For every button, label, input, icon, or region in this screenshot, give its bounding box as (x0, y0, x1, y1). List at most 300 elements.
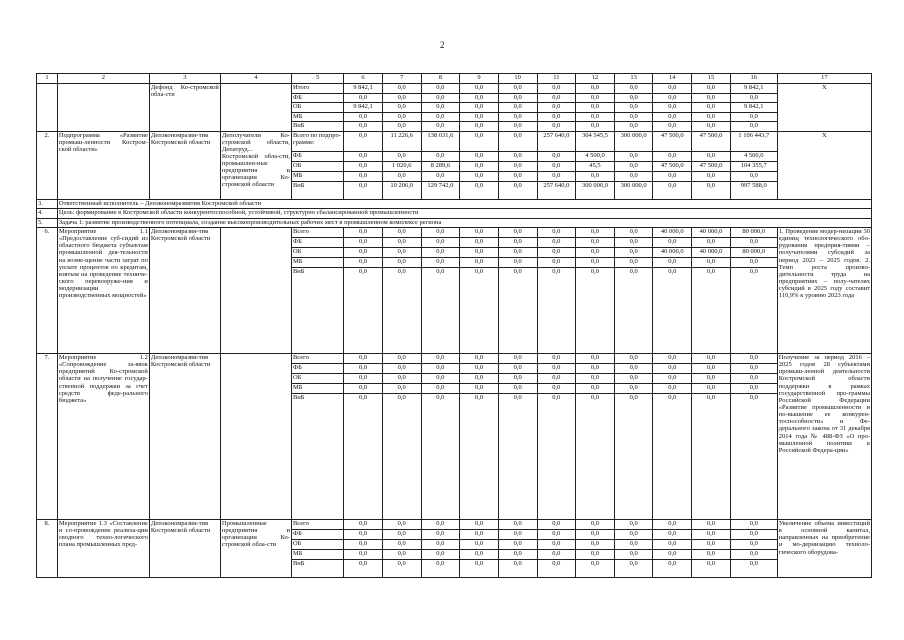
table-body (37, 74, 872, 578)
responsible-executor-cell: Депэкономразви-тия Костромской области (149, 131, 220, 199)
amount-cell: 0,0 (382, 248, 421, 258)
amount-cell: 0,0 (344, 530, 383, 540)
amount-cell: 0,0 (460, 540, 499, 550)
amount-cell: 0,0 (653, 520, 692, 530)
amount-cell: 0,0 (692, 374, 731, 384)
amount-cell: 0,0 (344, 394, 383, 520)
participants-cell (220, 228, 291, 354)
amount-cell: 0,0 (421, 530, 460, 540)
amount-cell: 0,0 (382, 171, 421, 181)
amount-cell: 0,0 (537, 364, 576, 374)
amount-cell: 0,0 (537, 540, 576, 550)
amount-cell: 0,0 (460, 171, 499, 181)
amount-cell: 0,0 (576, 258, 615, 268)
amount-cell: 0,0 (576, 228, 615, 238)
amount-cell: 4 500,0 (730, 151, 777, 161)
amount-cell: 0,0 (614, 151, 653, 161)
amount-cell: 0,0 (537, 248, 576, 258)
amount-cell: 0,0 (614, 228, 653, 238)
amount-cell: 0,0 (576, 560, 615, 578)
amount-cell: 0,0 (460, 84, 499, 94)
amount-cell: 0,0 (460, 161, 499, 171)
amount-cell: 0,0 (421, 394, 460, 520)
column-number-cell: 6 (344, 74, 383, 84)
amount-cell: 0,0 (498, 258, 537, 268)
amount-cell: 0,0 (692, 84, 731, 94)
funding-source-cell: ОБ (291, 161, 343, 171)
funding-source-cell: ФБ (291, 151, 343, 161)
amount-cell: 0,0 (537, 268, 576, 354)
program-name-cell (57, 84, 149, 132)
amount-cell: 0,0 (382, 122, 421, 132)
column-number-cell: 10 (498, 74, 537, 84)
amount-cell: 0,0 (692, 364, 731, 374)
amount-cell: 0,0 (730, 374, 777, 384)
amount-cell: 0,0 (537, 171, 576, 181)
amount-cell: 0,0 (421, 228, 460, 238)
amount-cell: 0,0 (730, 112, 777, 122)
amount-cell: 0,0 (614, 112, 653, 122)
amount-cell: 0,0 (498, 122, 537, 132)
amount-cell: 0,0 (382, 84, 421, 94)
amount-cell: 0,0 (692, 560, 731, 578)
section-text-cell: Цель: формирование в Костромской области конкурентоспособной, устойчивой, структурно сбалансированной промышленности (57, 209, 871, 219)
participants-cell: Промышленные предприятия и организации Ко-стромской обла-сти (220, 520, 291, 578)
amount-cell: 0,0 (498, 238, 537, 248)
amount-cell: 0,0 (614, 354, 653, 364)
column-number-cell: 7 (382, 74, 421, 84)
amount-cell: 0,0 (653, 374, 692, 384)
amount-cell: 9 842,1 (730, 84, 777, 94)
amount-cell: 0,0 (730, 122, 777, 132)
amount-cell: 0,0 (344, 161, 383, 171)
amount-cell: 0,0 (421, 354, 460, 364)
amount-cell: 0,0 (460, 122, 499, 132)
amount-cell: 0,0 (614, 248, 653, 258)
amount-cell: 0,0 (344, 364, 383, 374)
amount-cell: 0,0 (576, 374, 615, 384)
amount-cell: 0,0 (730, 384, 777, 394)
amount-cell: 0,0 (344, 112, 383, 122)
amount-cell: 0,0 (498, 248, 537, 258)
amount-cell: 0,0 (692, 181, 731, 199)
amount-cell: 0,0 (614, 364, 653, 374)
amount-cell: 0,0 (460, 530, 499, 540)
amount-cell: 0,0 (653, 181, 692, 199)
amount-cell: 0,0 (653, 268, 692, 354)
column-number-cell: 11 (537, 74, 576, 84)
expected-result-cell: X (777, 84, 871, 132)
funding-source-cell: ФБ (291, 93, 343, 103)
funding-source-cell: ФБ (291, 530, 343, 540)
amount-cell: 45,5 (576, 161, 615, 171)
amount-cell: 0,0 (576, 103, 615, 113)
amount-cell: 0,0 (692, 238, 731, 248)
amount-cell: 0,0 (653, 122, 692, 132)
amount-cell: 0,0 (576, 394, 615, 520)
amount-cell: 0,0 (576, 238, 615, 248)
amount-cell: 257 640,0 (537, 181, 576, 199)
amount-cell: 0,0 (614, 550, 653, 560)
amount-cell: 0,0 (537, 560, 576, 578)
amount-cell: 0,0 (614, 171, 653, 181)
funding-source-cell: МБ (291, 258, 343, 268)
amount-cell: 129 742,0 (421, 181, 460, 199)
section-row (37, 209, 872, 219)
amount-cell: 0,0 (382, 394, 421, 520)
amount-cell: 0,0 (537, 103, 576, 113)
amount-cell: 0,0 (653, 354, 692, 364)
amount-cell: 0,0 (730, 550, 777, 560)
program-name-cell: Подпрограмма «Развитие промыш-ленности Костром-ской области» (57, 131, 149, 199)
amount-cell: 0,0 (537, 520, 576, 530)
amount-cell: 304 545,5 (576, 131, 615, 151)
amount-cell: 0,0 (730, 394, 777, 520)
funding-source-cell: МБ (291, 384, 343, 394)
funding-source-cell: ОБ (291, 540, 343, 550)
amount-cell: 0,0 (460, 238, 499, 248)
amount-cell: 0,0 (576, 268, 615, 354)
amount-cell: 0,0 (730, 258, 777, 268)
amount-cell: 0,0 (692, 384, 731, 394)
expected-result-cell: Увеличение объема инвестиций в основной капитал, направленных на приобретение и мо-дернизацию техноло-гического оборудова- (777, 520, 871, 578)
amount-cell: 0,0 (498, 374, 537, 384)
participants-cell: Деполучатели Ко-стромской области, Депатруд... Костромской обла-сти, промышлен-ные предприятия и организации Ко-стромской области (220, 131, 291, 199)
amount-cell: 4 500,0 (576, 151, 615, 161)
amount-cell: 997 588,0 (730, 181, 777, 199)
amount-cell: 0,0 (421, 171, 460, 181)
amount-cell: 0,0 (730, 171, 777, 181)
amount-cell: 40 000,0 (653, 248, 692, 258)
amount-cell: 0,0 (614, 84, 653, 94)
column-number-cell: 3 (149, 74, 220, 84)
amount-cell: 0,0 (692, 171, 731, 181)
amount-cell: 11 226,6 (382, 131, 421, 151)
amount-cell: 0,0 (460, 384, 499, 394)
amount-cell: 0,0 (344, 181, 383, 199)
amount-cell: 0,0 (421, 550, 460, 560)
responsible-executor-cell: Депэкономразви-тия Костромской области (149, 354, 220, 520)
amount-cell: 0,0 (576, 122, 615, 132)
column-number-cell: 15 (692, 74, 731, 84)
amount-cell: 0,0 (498, 228, 537, 238)
table-row (37, 131, 872, 151)
amount-cell: 0,0 (460, 228, 499, 238)
amount-cell: 0,0 (537, 161, 576, 171)
amount-cell: 0,0 (344, 374, 383, 384)
amount-cell: 47 500,0 (653, 131, 692, 151)
amount-cell: 0,0 (460, 181, 499, 199)
amount-cell: 0,0 (344, 131, 383, 151)
amount-cell: 40 000,0 (653, 228, 692, 238)
amount-cell: 0,0 (537, 238, 576, 248)
amount-cell: 0,0 (382, 93, 421, 103)
budget-table-wrapper (36, 73, 872, 578)
amount-cell: 0,0 (421, 103, 460, 113)
amount-cell: 0,0 (537, 374, 576, 384)
funding-source-cell: МБ (291, 112, 343, 122)
amount-cell: 0,0 (460, 131, 499, 151)
row-number-cell: 6. (37, 228, 58, 354)
amount-cell: 0,0 (382, 540, 421, 550)
amount-cell: 300 000,0 (614, 181, 653, 199)
amount-cell: 0,0 (498, 354, 537, 364)
participants-cell (220, 354, 291, 520)
amount-cell: 47 500,0 (692, 161, 731, 171)
funding-source-cell: МБ (291, 171, 343, 181)
amount-cell: 0,0 (614, 268, 653, 354)
amount-cell: 0,0 (692, 258, 731, 268)
amount-cell: 47 500,0 (692, 131, 731, 151)
amount-cell: 80 000,0 (730, 228, 777, 238)
amount-cell: 0,0 (576, 550, 615, 560)
amount-cell: 0,0 (537, 112, 576, 122)
amount-cell: 0,0 (382, 354, 421, 364)
amount-cell: 0,0 (421, 364, 460, 374)
amount-cell: 0,0 (498, 103, 537, 113)
amount-cell: 0,0 (614, 258, 653, 268)
row-number-cell: 8. (37, 520, 58, 578)
participants-cell (220, 84, 291, 132)
amount-cell: 0,0 (692, 394, 731, 520)
row-number-cell: 7. (37, 354, 58, 520)
amount-cell: 0,0 (344, 151, 383, 161)
amount-cell: 0,0 (382, 374, 421, 384)
funding-source-cell: МБ (291, 550, 343, 560)
amount-cell: 0,0 (576, 354, 615, 364)
amount-cell: 0,0 (692, 520, 731, 530)
amount-cell: 0,0 (730, 354, 777, 364)
amount-cell: 0,0 (344, 228, 383, 238)
amount-cell: 0,0 (576, 530, 615, 540)
column-number-cell: 5 (291, 74, 343, 84)
amount-cell: 10 206,0 (382, 181, 421, 199)
amount-cell: 0,0 (730, 560, 777, 578)
table-row (37, 84, 872, 94)
amount-cell: 0,0 (382, 151, 421, 161)
amount-cell: 300 000,0 (576, 181, 615, 199)
column-number-cell: 1 (37, 74, 58, 84)
amount-cell: 0,0 (653, 560, 692, 578)
amount-cell: 0,0 (614, 394, 653, 520)
amount-cell: 0,0 (498, 550, 537, 560)
funding-source-cell: Всего (291, 228, 343, 238)
amount-cell: 0,0 (614, 374, 653, 384)
amount-cell: 0,0 (576, 112, 615, 122)
amount-cell: 0,0 (382, 268, 421, 354)
responsible-executor-cell: Депэкономразви-тия Костромской области (149, 520, 220, 578)
amount-cell: 0,0 (498, 268, 537, 354)
column-number-cell: 17 (777, 74, 871, 84)
amount-cell: 0,0 (421, 560, 460, 578)
program-name-cell: Мероприятие 1.3 «Составление и со-провождение реализа-ции сводного техно-логического плана промышленных пред- (57, 520, 149, 578)
amount-cell: 0,0 (653, 171, 692, 181)
amount-cell: 0,0 (576, 384, 615, 394)
amount-cell: 8 289,6 (421, 161, 460, 171)
amount-cell: 0,0 (576, 248, 615, 258)
amount-cell: 0,0 (344, 268, 383, 354)
expected-result-cell: 1. Проведение модер-низации 30 единиц технологического обо-рудования предприя-тиями – получателями субсидий за период 2023 – 2025 годов. 2. Темп роста произво-дительности труда на предприятиях – полу-чателях субсидий в 2025 году составит 110,9% к уровню 2023 года (777, 228, 871, 354)
amount-cell: 0,0 (730, 268, 777, 354)
amount-cell: 0,0 (653, 238, 692, 248)
row-number-cell (37, 84, 58, 132)
funding-source-cell: ФБ (291, 238, 343, 248)
amount-cell: 0,0 (614, 560, 653, 578)
funding-source-cell: Всего по подпро-грамме: (291, 131, 343, 151)
row-number-cell: 2. (37, 131, 58, 199)
funding-source-cell: ОБ (291, 103, 343, 113)
amount-cell: 0,0 (576, 364, 615, 374)
amount-cell: 0,0 (382, 112, 421, 122)
amount-cell: 0,0 (653, 103, 692, 113)
amount-cell: 0,0 (653, 112, 692, 122)
amount-cell: 0,0 (460, 258, 499, 268)
amount-cell: 0,0 (653, 84, 692, 94)
amount-cell: 0,0 (344, 258, 383, 268)
amount-cell: 9 842,1 (730, 103, 777, 113)
amount-cell: 0,0 (460, 364, 499, 374)
amount-cell: 0,0 (653, 93, 692, 103)
amount-cell: 40 000,0 (692, 228, 731, 238)
amount-cell: 0,0 (344, 384, 383, 394)
amount-cell: 0,0 (653, 540, 692, 550)
amount-cell: 104 355,7 (730, 161, 777, 171)
amount-cell: 80 000,0 (730, 248, 777, 258)
amount-cell: 0,0 (344, 550, 383, 560)
amount-cell: 0,0 (692, 103, 731, 113)
amount-cell: 0,0 (421, 248, 460, 258)
amount-cell: 0,0 (460, 151, 499, 161)
amount-cell: 0,0 (421, 268, 460, 354)
amount-cell: 0,0 (576, 171, 615, 181)
amount-cell: 0,0 (537, 384, 576, 394)
amount-cell: 0,0 (614, 161, 653, 171)
amount-cell: 0,0 (421, 93, 460, 103)
amount-cell: 0,0 (421, 84, 460, 94)
amount-cell: 0,0 (730, 364, 777, 374)
amount-cell: 0,0 (344, 238, 383, 248)
amount-cell: 0,0 (498, 112, 537, 122)
table-row (37, 520, 872, 530)
funding-source-cell: ВнБ (291, 181, 343, 199)
row-number-cell: 4. (37, 209, 58, 219)
section-text-cell: Задача 1: развитие производственного потенциала, создание высокопроизводительных рабочих мест в промышленном комплексе региона (57, 218, 871, 228)
amount-cell: 0,0 (537, 122, 576, 132)
amount-cell: 0,0 (460, 520, 499, 530)
amount-cell: 0,0 (498, 540, 537, 550)
section-row (37, 199, 872, 209)
amount-cell: 0,0 (537, 151, 576, 161)
amount-cell: 0,0 (614, 540, 653, 550)
column-number-cell: 8 (421, 74, 460, 84)
amount-cell: 0,0 (382, 364, 421, 374)
amount-cell: 0,0 (460, 394, 499, 520)
amount-cell: 0,0 (537, 394, 576, 520)
column-number-cell: 4 (220, 74, 291, 84)
amount-cell: 0,0 (576, 93, 615, 103)
section-text-cell: Ответственный исполнитель – Депэкономразвития Костромской области (57, 199, 871, 209)
amount-cell: 0,0 (382, 384, 421, 394)
amount-cell: 0,0 (537, 258, 576, 268)
amount-cell: 0,0 (382, 550, 421, 560)
amount-cell: 0,0 (498, 394, 537, 520)
page-number: 2 (440, 40, 445, 50)
amount-cell: 0,0 (460, 550, 499, 560)
amount-cell: 0,0 (576, 540, 615, 550)
funding-source-cell: ФБ (291, 364, 343, 374)
amount-cell: 0,0 (576, 84, 615, 94)
column-number-cell: 16 (730, 74, 777, 84)
funding-source-cell: Итого (291, 84, 343, 94)
amount-cell: 257 640,0 (537, 131, 576, 151)
amount-cell: 138 031,6 (421, 131, 460, 151)
funding-source-cell: ВнБ (291, 560, 343, 578)
row-number-cell: 5. (37, 218, 58, 228)
budget-table (36, 73, 872, 578)
amount-cell: 0,0 (344, 560, 383, 578)
program-name-cell: Мероприятие 1.2 «Сопровождение за-явок предприятий Ко-стромской области на получение государ-ственной поддержки за счет средств феде-рального бюджета» (57, 354, 149, 520)
amount-cell: 0,0 (382, 530, 421, 540)
amount-cell: 0,0 (614, 520, 653, 530)
amount-cell: 0,0 (537, 84, 576, 94)
amount-cell: 0,0 (537, 550, 576, 560)
amount-cell: 0,0 (421, 540, 460, 550)
amount-cell: 0,0 (498, 364, 537, 374)
amount-cell: 0,0 (537, 228, 576, 238)
amount-cell: 0,0 (537, 93, 576, 103)
amount-cell: 0,0 (692, 550, 731, 560)
amount-cell: 0,0 (730, 93, 777, 103)
amount-cell: 0,0 (498, 161, 537, 171)
amount-cell: 1 106 443,7 (730, 131, 777, 151)
amount-cell: 0,0 (498, 131, 537, 151)
amount-cell: 0,0 (382, 238, 421, 248)
amount-cell: 0,0 (382, 560, 421, 578)
amount-cell: 0,0 (382, 520, 421, 530)
funding-source-cell: Всего (291, 520, 343, 530)
amount-cell: 0,0 (692, 354, 731, 364)
amount-cell: 0,0 (344, 540, 383, 550)
section-row (37, 218, 872, 228)
funding-source-cell: ВнБ (291, 122, 343, 132)
amount-cell: 0,0 (344, 248, 383, 258)
amount-cell: 0,0 (653, 530, 692, 540)
funding-source-cell: ВнБ (291, 394, 343, 520)
amount-cell: 0,0 (421, 151, 460, 161)
table-row (37, 228, 872, 238)
amount-cell: 0,0 (421, 122, 460, 132)
expected-result-cell: X (777, 131, 871, 199)
amount-cell: 0,0 (421, 520, 460, 530)
amount-cell: 0,0 (614, 93, 653, 103)
row-number-cell: 3. (37, 199, 58, 209)
amount-cell: 0,0 (730, 520, 777, 530)
amount-cell: 300 000,0 (614, 131, 653, 151)
amount-cell: 0,0 (692, 540, 731, 550)
amount-cell: 0,0 (498, 181, 537, 199)
amount-cell: 0,0 (614, 530, 653, 540)
amount-cell: 0,0 (576, 520, 615, 530)
amount-cell: 0,0 (498, 93, 537, 103)
amount-cell: 0,0 (421, 112, 460, 122)
amount-cell: 0,0 (460, 93, 499, 103)
amount-cell: 0,0 (421, 258, 460, 268)
amount-cell: 0,0 (460, 112, 499, 122)
amount-cell: 0,0 (692, 268, 731, 354)
amount-cell: 0,0 (653, 258, 692, 268)
amount-cell: 0,0 (653, 550, 692, 560)
amount-cell: 0,0 (730, 530, 777, 540)
